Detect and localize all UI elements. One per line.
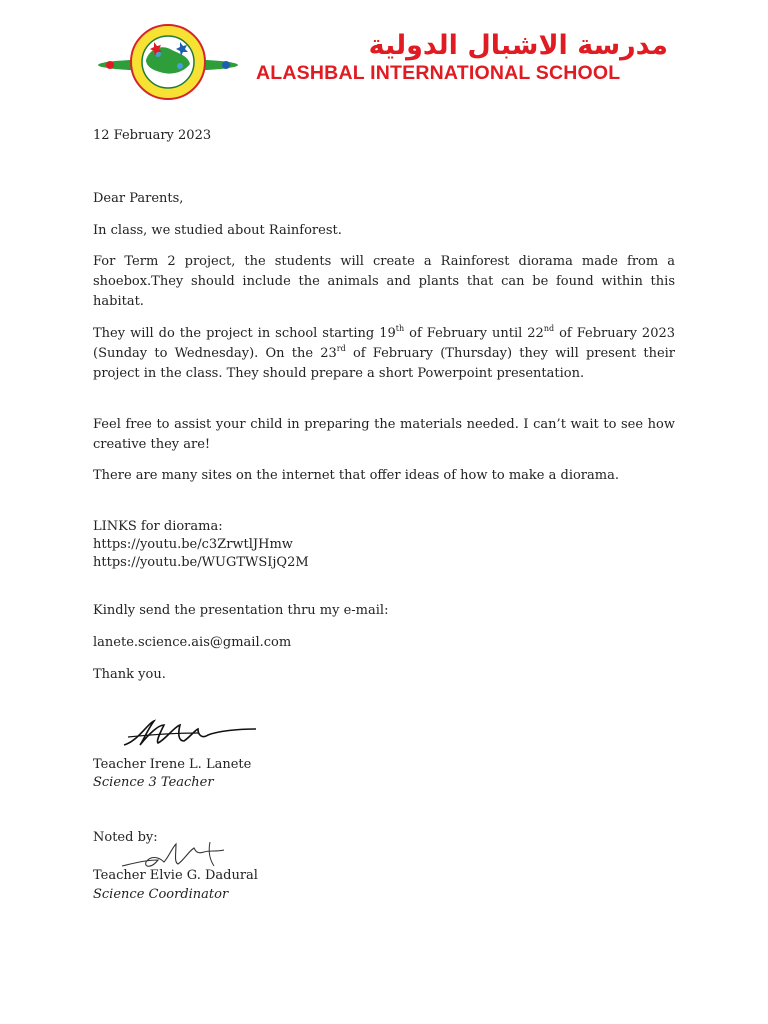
paragraph-1: In class, we studied about Rainforest.	[93, 223, 342, 238]
school-name-english: ALASHBAL INTERNATIONAL SCHOOL	[256, 62, 621, 84]
school-name-arabic: مدرسة الاشبال الدولية	[368, 30, 668, 61]
diorama-link-1[interactable]: https://youtu.be/c3ZrwtlJHmw	[93, 537, 293, 552]
paragraph-3-text: of February 2023 (Sunday to Wednesday). On the 23	[93, 326, 676, 361]
diorama-link-2[interactable]: https://youtu.be/WUGTWSIjQ2M	[93, 555, 309, 570]
teacher-title: Science 3 Teacher	[93, 775, 214, 790]
flag-decoration-icon	[106, 61, 114, 69]
teacher-name: Teacher Irene L. Lanete	[93, 757, 252, 772]
flag-decoration-icon	[222, 61, 230, 69]
ordinal-suffix: th	[395, 324, 405, 333]
coordinator-name: Teacher Elvie G. Dadural	[93, 868, 258, 883]
paragraph-5: There are many sites on the internet that offer ideas of how to make a diorama.	[93, 468, 619, 483]
letter-date: 12 February 2023	[93, 128, 212, 143]
globe-water-icon	[177, 63, 183, 69]
signature-stroke	[209, 842, 214, 866]
paragraph-3	[93, 324, 675, 384]
ordinal-suffix: rd	[336, 344, 346, 353]
closing: Thank you.	[93, 667, 166, 682]
paragraph-2: For Term 2 project, the students will create a Rainforest diorama made from a shoebox.They should include the animals and plants that can be found within this habitat.	[93, 254, 675, 309]
email-address[interactable]: lanete.science.ais@gmail.com	[93, 635, 292, 650]
coordinator-title: Science Coordinator	[93, 887, 229, 902]
signature-stroke	[122, 844, 224, 866]
noted-by-label: Noted by:	[93, 830, 158, 845]
paragraph-3-text: of February until 22	[404, 326, 544, 341]
school-logo	[96, 22, 240, 100]
paragraph-3-text: of February (Thursday) they will present their project in the class. They should prepare a short Powerpoint presentation.	[93, 346, 676, 381]
links-label: LINKS for diorama:	[93, 519, 223, 534]
paragraph-3-text: They will do the project in school starting 19	[93, 326, 396, 341]
email-request: Kindly send the presentation thru my e-mail:	[93, 603, 389, 618]
salutation: Dear Parents,	[93, 191, 184, 206]
ordinal-suffix: nd	[543, 324, 555, 333]
teacher-signature	[118, 715, 260, 751]
paragraph-4: Feel free to assist your child in preparing the materials needed. I can’t wait to see how creative they are!	[93, 417, 675, 452]
